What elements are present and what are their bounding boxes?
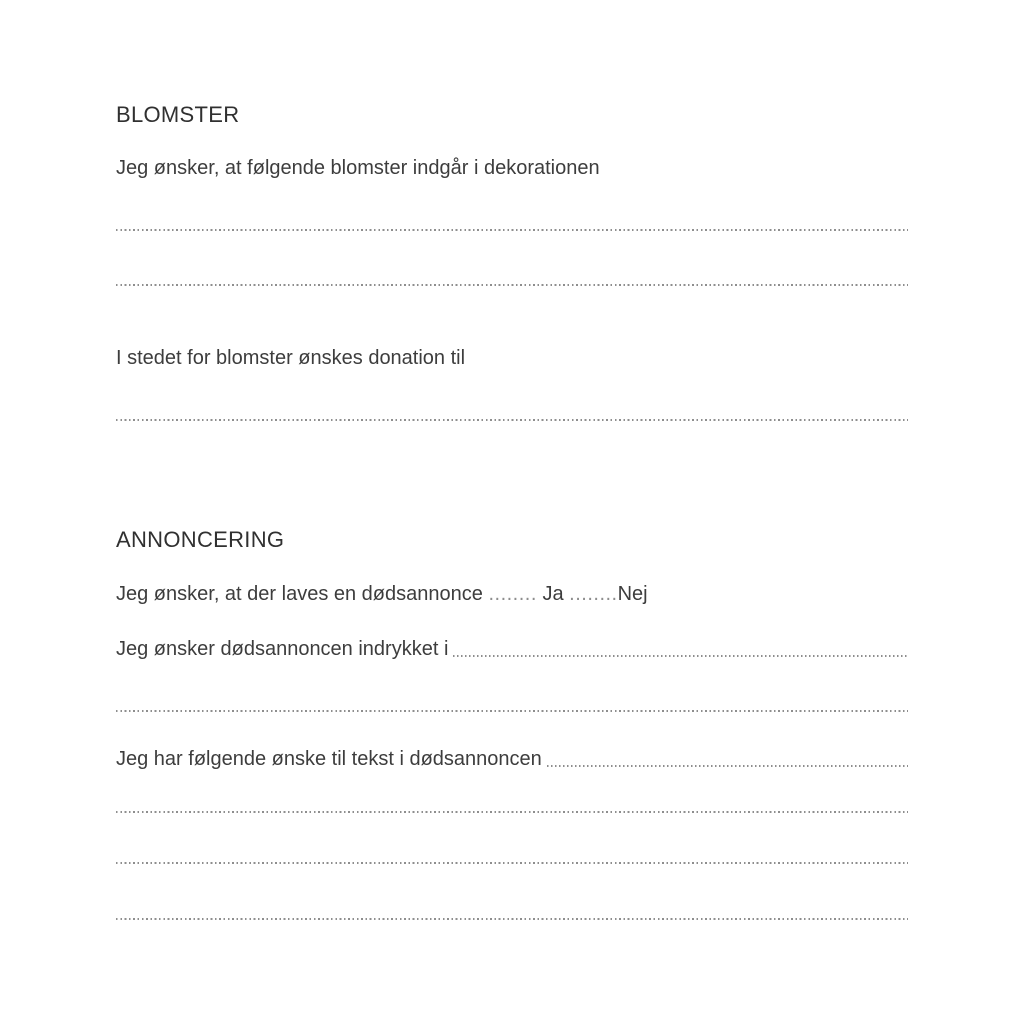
tekst-row <box>116 747 908 771</box>
indrykket-write-leader <box>453 655 908 657</box>
blomster-write-line-1 <box>116 229 908 231</box>
indrykket-write-line <box>116 710 908 712</box>
tekst-label: Jeg har følgende ønske til tekst i dødsannoncen <box>116 748 542 770</box>
blomster-write-line-2 <box>116 284 908 286</box>
ja-checkbox-dots: ........ <box>488 583 537 605</box>
section-heading-blomster: BLOMSTER <box>116 102 240 127</box>
tekst-write-line-1 <box>116 811 908 813</box>
nej-checkbox-dots: ........ <box>569 583 618 605</box>
indrykket-row <box>116 637 908 661</box>
ja-nej-line <box>116 582 648 606</box>
tekst-write-leader <box>547 765 908 767</box>
ja-label: Ja <box>542 583 564 605</box>
section-heading-annoncering: ANNONCERING <box>116 527 285 552</box>
nej-label: Nej <box>617 583 648 605</box>
donation-label: I stedet for blomster ønskes donation til <box>116 347 466 369</box>
blomster-intro-text: Jeg ønsker, at følgende blomster indgår i dekorationen <box>116 157 600 179</box>
ja-nej-prefix-text: Jeg ønsker, at der laves en dødsannonce <box>116 583 483 605</box>
tekst-write-line-3 <box>116 918 908 920</box>
indrykket-label: Jeg ønsker dødsannoncen indrykket i <box>116 638 449 660</box>
tekst-write-line-2 <box>116 862 908 864</box>
donation-write-line <box>116 419 908 421</box>
